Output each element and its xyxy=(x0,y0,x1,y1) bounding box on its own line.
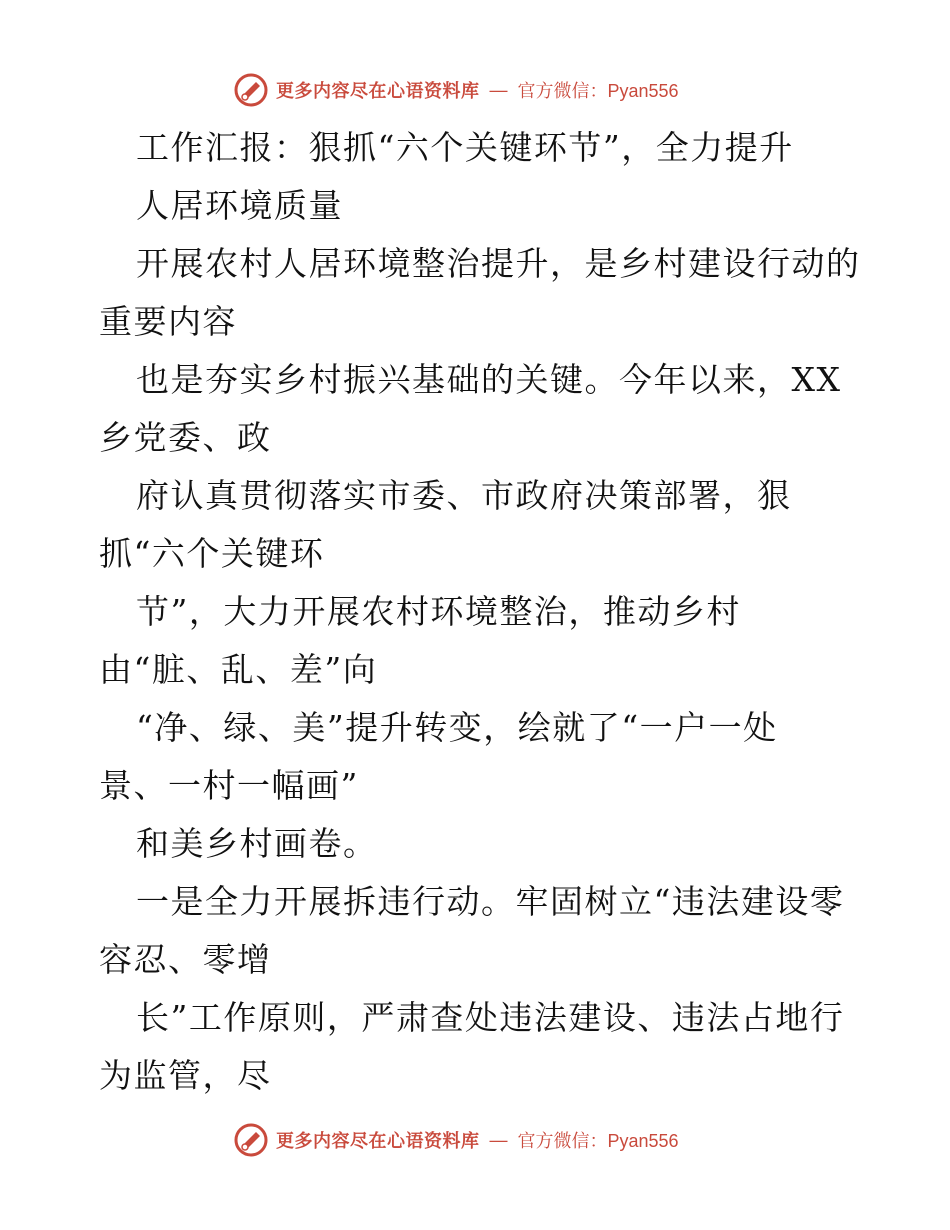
document-line: 一是全力开展拆违行动。牢固树立“违法建设零 xyxy=(136,882,845,921)
document-line: 也是夯实乡村振兴基础的关键。今年以来，XX xyxy=(136,360,842,399)
document-line: 容忍、零增 xyxy=(99,940,272,979)
document-line: 景、一村一幅画” xyxy=(99,766,359,805)
watermark-contact: 官方微信：Pyan556 xyxy=(517,1131,679,1151)
document-line: 和美乡村画卷。 xyxy=(136,824,378,863)
watermark-separator: — xyxy=(489,1129,508,1150)
document-line: “净、绿、美”提升转变，绘就了“一户一处 xyxy=(136,708,778,747)
watermark-contact: 官方微信：Pyan556 xyxy=(517,81,679,101)
watermark-site-text: 更多内容尽在心语资料库 xyxy=(276,1131,480,1152)
document-line: 人居环境质量 xyxy=(136,186,343,225)
watermark-separator: — xyxy=(489,79,508,100)
watermark-site-text: 更多内容尽在心语资料库 xyxy=(276,81,480,102)
document-line: 府认真贯彻落实市委、市政府决策部署，狠 xyxy=(136,476,792,515)
document-line: 为监管，尽 xyxy=(99,1056,272,1095)
document-line: 长”工作原则，严肃查处违法建设、违法占地行 xyxy=(136,998,845,1037)
document-line: 由“脏、乱、差”向 xyxy=(99,650,378,689)
document-line: 开展农村人居环境整治提升，是乡村建设行动的 xyxy=(136,244,861,283)
document-line: 抓“六个关键环 xyxy=(99,534,325,573)
watermark-footer xyxy=(234,1122,679,1158)
library-logo-icon xyxy=(234,1123,268,1157)
document-line: 乡党委、政 xyxy=(99,418,272,457)
document-line: 工作汇报：狠抓“六个关键环节”，全力提升 xyxy=(136,128,794,167)
document-line: 重要内容 xyxy=(99,302,237,341)
document-line: 节”，大力开展农村环境整治，推动乡村 xyxy=(136,592,741,631)
